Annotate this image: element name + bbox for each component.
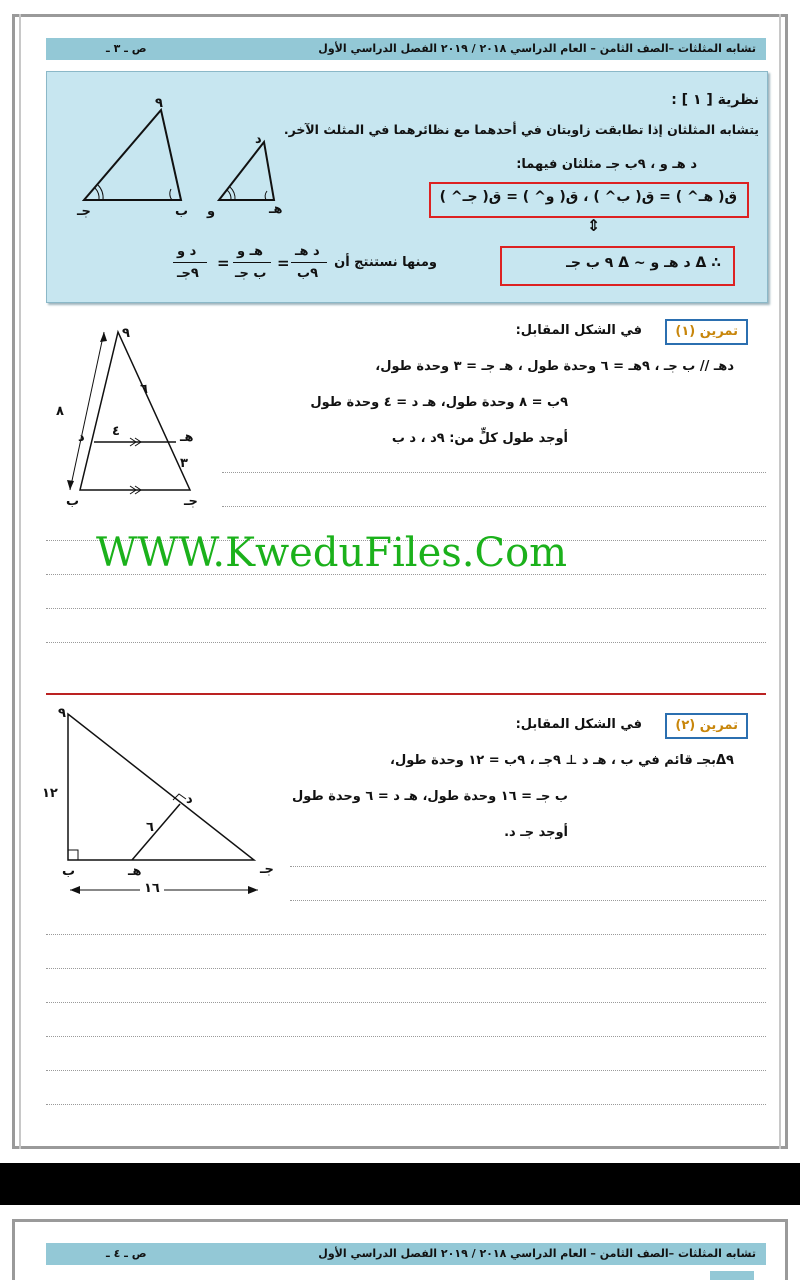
answer-line (46, 642, 766, 643)
triangle-abc-ex1 (80, 332, 190, 490)
right-triangle-abc (68, 714, 254, 860)
ex1-label-six: ٦ (140, 382, 148, 397)
answer-line (222, 472, 766, 473)
ratio1-denominator: ٩ب (297, 266, 319, 281)
triangle-dew (219, 142, 274, 200)
angle-mark-w (227, 190, 231, 200)
right-angle-b (68, 850, 78, 860)
angle-mark-e (265, 191, 267, 200)
page-frame-right (785, 14, 788, 1149)
ex2-label-twelve: ١٢ (42, 786, 58, 801)
page-number: ص ـ ٤ ـ (106, 1247, 147, 1260)
ex2-label-c: جـ (260, 862, 274, 877)
answer-line (46, 1036, 766, 1037)
section-divider (46, 693, 766, 695)
ratio1-bar (291, 262, 327, 263)
page-header (46, 38, 766, 60)
theorem-title: نظرية [ ١ ] : (671, 92, 759, 108)
page-frame-right (785, 1219, 788, 1280)
equivalence-arrow: ⇕ (587, 216, 601, 235)
label-e: هـ (269, 202, 283, 217)
label-c: جـ (77, 204, 91, 219)
ex2-label-six: ٦ (146, 820, 154, 835)
ratio3-denominator: ٩جـ (177, 266, 199, 281)
exercise1-figure (40, 320, 220, 500)
exercise1-line1: دهـ // ب جـ ، ٩هـ = ٦ وحدة طول ، هـ جـ = ٣ وحدة طول، (375, 359, 734, 374)
watermark: WWW.KweduFiles.Com (96, 530, 568, 576)
label-d: د (255, 132, 262, 147)
ratio1-numerator: د هـ (295, 244, 320, 259)
page-frame-left-inner (19, 14, 21, 1149)
answer-line (46, 1070, 766, 1071)
ratio3-numerator: د و (177, 244, 197, 259)
ratio3-bar (173, 262, 207, 263)
answer-line (222, 506, 766, 507)
similarity-conclusion: ∴ Δ د هـ و ~ Δ ٩ ب جـ (566, 255, 721, 271)
theorem-box (46, 71, 768, 303)
theorem-triangles-figure (69, 92, 299, 222)
ex2-label-d: د (186, 792, 193, 807)
exercise2-line1: Δ٩بجـ قائم في ب ، هـ د ⊥ ٩جـ ، ٩ب = ١٢ وحدة طول، (390, 753, 734, 768)
next-section-tab (710, 1271, 754, 1280)
exercise2-line2: ب جـ = ١٦ وحدة طول، هـ د = ٦ وحدة طول (292, 789, 568, 804)
page-frame-right-inner (779, 14, 781, 1149)
dim-arrow-left (70, 886, 80, 894)
ex1-label-b: ب (66, 494, 80, 509)
page-number: ص ـ ٣ ـ (106, 42, 147, 55)
page-frame-bottom (12, 1146, 788, 1149)
ratio2-denominator: ب جـ (235, 266, 267, 281)
label-b: ب (175, 204, 189, 219)
angle-mark-b (170, 189, 172, 200)
ex2-label-e: هـ (128, 864, 142, 879)
ex1-label-e: هـ (180, 430, 194, 445)
exercise2-tag: تمرين (٢) (665, 713, 748, 739)
exercise2-figure (40, 700, 280, 900)
arrow-head-top (100, 332, 107, 342)
ex2-label-b: ب (62, 864, 76, 879)
worksheet-page-4 (0, 1205, 800, 1280)
ratio2-bar (233, 262, 271, 263)
exercise1-tag: تمرين (١) (665, 319, 748, 345)
ex1-label-a: ٩ (122, 326, 130, 341)
ex1-label-four: ٤ (112, 424, 120, 439)
segment-ed (132, 804, 180, 860)
header-title: تشابه المثلثات –الصف الثامن – العام الدراسي ٢٠١٨ / ٢٠١٩ الفصل الدراسي الأول (318, 42, 756, 55)
ex1-label-eight: ٨ (56, 404, 64, 419)
ex1-label-c: جـ (184, 494, 198, 509)
ex2-label-a: ٩ (58, 706, 66, 721)
ex1-label-three: ٣ (180, 456, 188, 471)
exercise2-title: في الشكل المقابل: (515, 717, 642, 732)
theorem-statement: يتشابه المثلثان إذا تطابقت زاويتان في أحدهما مع نظائرهما في المثلث الآخر. (283, 122, 759, 137)
exercise1-line2: ٩ب = ٨ وحدة طول، هـ د = ٤ وحدة طول (310, 395, 568, 410)
exercise1-line3: أوجد طول كلٍّ من: ٩د ، د ب (391, 431, 568, 446)
ex1-label-d: د (78, 430, 85, 445)
answer-line (46, 1002, 766, 1003)
header-title: تشابه المثلثات –الصف الثامن – العام الدراسي ٢٠١٨ / ٢٠١٩ الفصل الدراسي الأول (318, 1247, 756, 1260)
ratio-eq-2: = (217, 254, 230, 272)
theorem-given: د هـ و ، ٩ب جـ مثلثان فيهما: (516, 157, 697, 172)
page-frame-top (12, 1219, 788, 1222)
page-header (46, 1243, 766, 1265)
exercise2-line3: أوجد جـ د. (504, 825, 568, 840)
page-frame-left (12, 14, 15, 1149)
angle-mark-c (95, 188, 99, 200)
ratio-eq-1: = (277, 254, 290, 272)
page-frame-left (12, 1219, 15, 1280)
answer-line (46, 1104, 766, 1105)
answer-line (46, 968, 766, 969)
answer-line (290, 900, 766, 901)
given-angles: ق( هـ^ ) = ق( ب^ ) ، ق( و^ ) = ق( جـ^ ) (439, 189, 737, 205)
answer-line (46, 608, 766, 609)
ratio2-numerator: هـ و (237, 244, 264, 259)
page-frame-top (12, 14, 788, 17)
triangle-abc (84, 110, 181, 200)
exercise1-title: في الشكل المقابل: (515, 323, 642, 338)
deduce-text: ومنها نستنتج أن (334, 255, 437, 270)
ex2-label-sixteen: ١٦ (140, 881, 164, 896)
page-separator (0, 1163, 800, 1205)
label-w: و (207, 204, 216, 219)
answer-line (290, 866, 766, 867)
dim-arrow-right (248, 886, 258, 894)
arrow-head-bottom (67, 480, 74, 490)
label-a: ٩ (155, 96, 163, 111)
answer-line (46, 934, 766, 935)
